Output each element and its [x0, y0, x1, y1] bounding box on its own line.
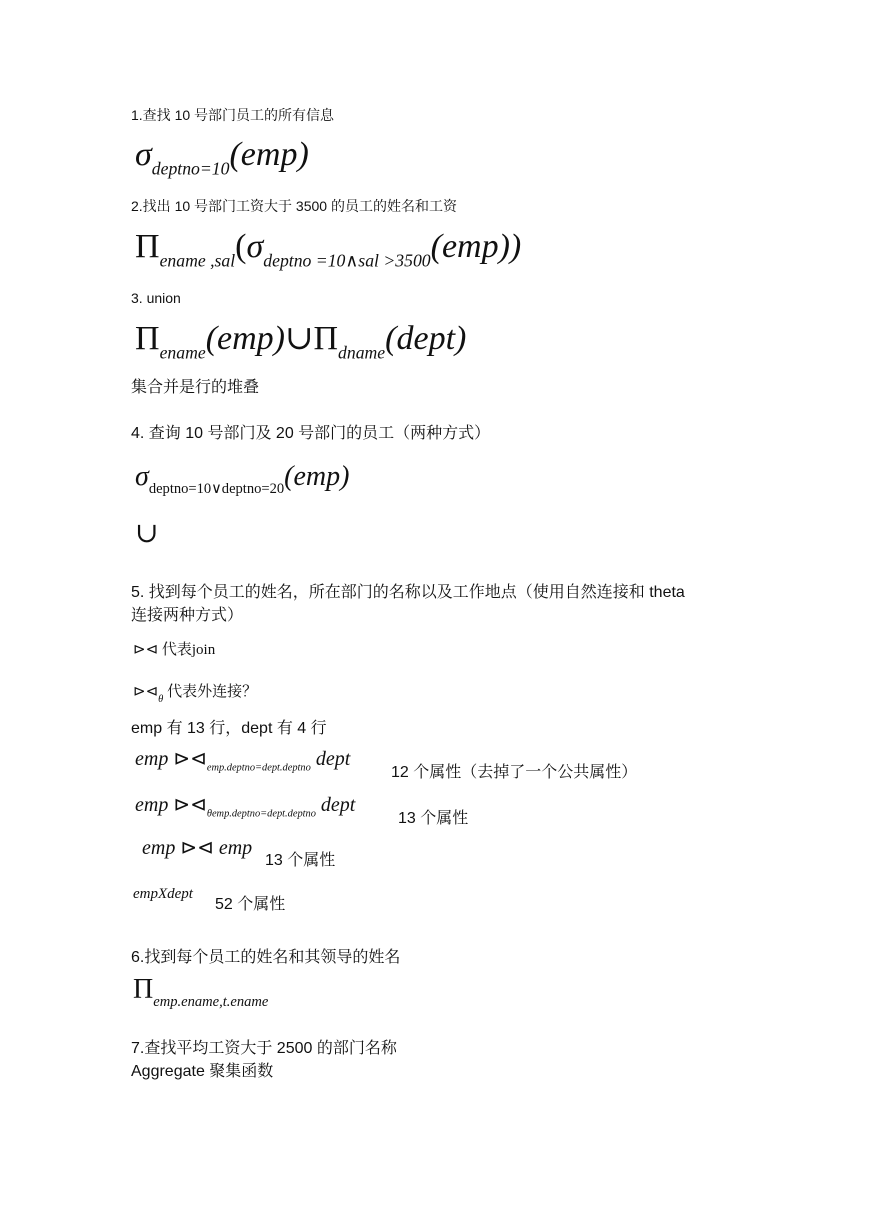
join-icon: ⊳⊲ [133, 642, 159, 658]
join-expr-3-left: emp [142, 837, 176, 859]
q4-title: 4. 查询 10 号部门及 20 号部门的员工（两种方式） [131, 425, 491, 442]
q6-subscript: emp.ename,t.ename [153, 994, 269, 1010]
join-expr-1-subscript: emp.deptno=dept.deptno [206, 762, 311, 774]
theta-subscript: θ [158, 693, 164, 705]
q4-formula: $\sigma_{deptno=10\vee deptno=20}(emp)$ [135, 461, 350, 497]
q2-title: 2.找出 10 号部门工资大于 3500 的员工的姓名和工资 [131, 198, 457, 214]
rows-note: emp 有 13 行，dept 有 4 行 [131, 720, 327, 737]
q1-formula: $\sigma_{deptno=10}(emp)$ [135, 136, 309, 179]
q2-formula: $\Pi_{ename ,sal}(\sigma_{deptno =10\wedge sal >3500}(emp))$ [135, 228, 522, 271]
join-icon: ⊳⊲ [180, 837, 214, 859]
q3-subscript-ename: ename [159, 342, 206, 363]
q2-selection-subscript: deptno =10∧sal >3500 [263, 250, 431, 271]
join-expr-2-right: dept [320, 794, 356, 816]
q7-title: 7.查找平均工资大于 2500 的部门名称 [131, 1040, 397, 1057]
outer-join-row [133, 685, 257, 705]
q7-note: Aggregate 聚集函数 [131, 1063, 274, 1080]
q2-projection-subscript: ename ,sal [159, 250, 236, 271]
cartesian-note: 52 个属性 [215, 896, 286, 913]
q3-body-emp: (emp) [205, 320, 285, 357]
cartesian-expr [133, 887, 193, 902]
q3-title: 3. union [131, 290, 181, 306]
theta-join-icon: ⊳⊲ [133, 684, 159, 700]
q4-union-symbol: ∪ [135, 518, 159, 549]
q1-formula-subscript: deptno=10 [151, 158, 230, 179]
q2-formula-body: (emp)) [430, 228, 522, 265]
join-expr-3-note: 13 个属性 [265, 852, 336, 869]
join-expr-1-right: dept [315, 748, 351, 770]
join-expr-2 [135, 795, 355, 820]
q5-title-line2: 连接两种方式） [131, 607, 244, 624]
join-expr-2-subscript: θemp.deptno=dept.deptno [206, 808, 316, 820]
theta-join-icon: ⊳⊲ [173, 794, 207, 816]
join-expr-1-left: emp [135, 748, 169, 770]
q1-title: 1.查找 10 号部门员工的所有信息 [131, 107, 335, 123]
q6-title: 6.找到每个员工的姓名和其领导的姓名 [131, 949, 401, 966]
q5-title-line1: 5. 找到每个员工的姓名，所在部门的名称以及工作地点（使用自然连接和 theta [131, 584, 685, 601]
q6-formula: $\Pi_{emp.ename,t.ename}$ [133, 974, 269, 1010]
q3-note: 集合并是行的堆叠 [131, 379, 260, 396]
join-expr-1 [135, 749, 350, 774]
join-expr-1-note: 12 个属性（去掉了一个公共属性） [391, 764, 638, 781]
q3-subscript-dname: dname [338, 342, 386, 363]
join-icon: ⊳⊲ [173, 748, 207, 770]
outer-join-label: 代表外连接？ [167, 684, 258, 700]
join-row [133, 643, 215, 658]
join-expr-3 [142, 838, 252, 858]
q4-body: (emp) [284, 461, 350, 492]
join-label: 代表join [161, 642, 216, 658]
q1-formula-body: (emp) [229, 136, 309, 173]
join-expr-2-note: 13 个属性 [398, 810, 469, 827]
q4-subscript: deptno=10∨deptno=20 [148, 481, 285, 497]
join-expr-2-left: emp [135, 794, 169, 816]
join-expr-3-right: emp [218, 837, 253, 859]
q3-formula: $\Pi_{ename}(emp)\cup\Pi_{dname}(dept)$ [135, 320, 467, 363]
cartesian-expr-text: empXdept [133, 886, 193, 902]
q3-body-dept: (dept) [385, 320, 467, 357]
